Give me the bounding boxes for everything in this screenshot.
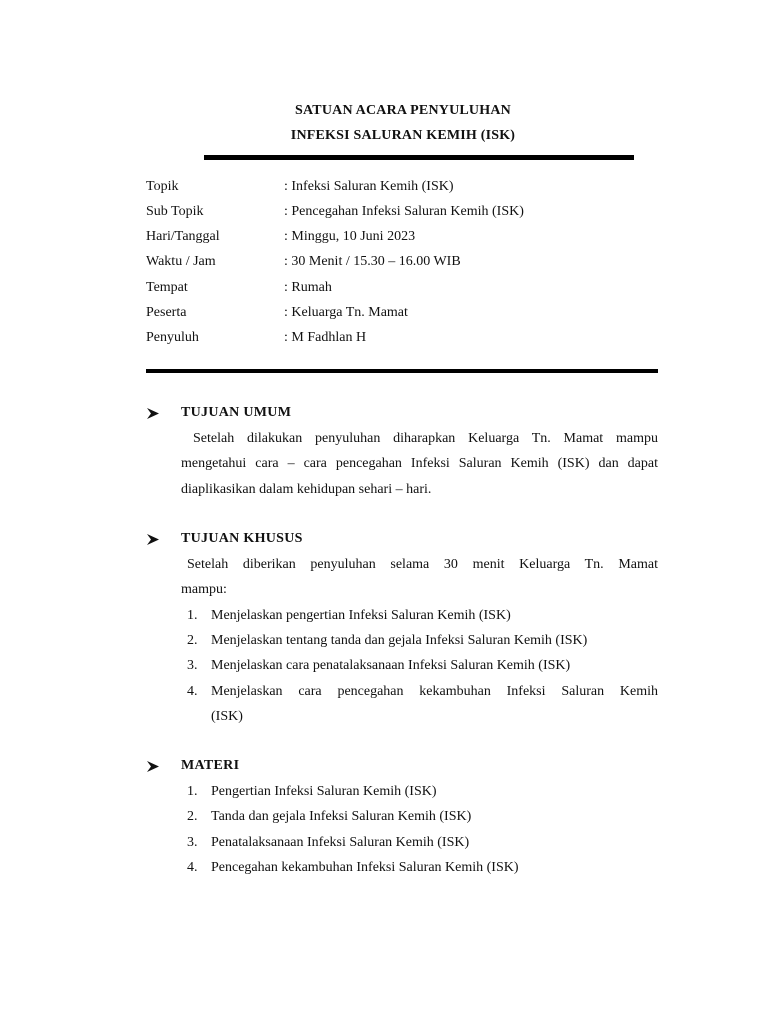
list-number: 2.: [187, 809, 198, 824]
list-text: [211, 679, 658, 730]
info-value: : M Fadhlan H: [284, 330, 367, 345]
paragraph-line: mampu:: [181, 582, 227, 598]
list-number: 4.: [187, 860, 198, 875]
list-number: 4.: [187, 684, 198, 699]
info-divider: [146, 369, 658, 373]
info-value: : Infeksi Saluran Kemih (ISK): [284, 179, 454, 194]
list-number: 1.: [187, 608, 198, 623]
list-number: 3.: [187, 658, 198, 673]
info-label: Penyuluh: [146, 330, 199, 345]
list-text-line: (ISK): [211, 709, 243, 725]
info-value: : Keluarga Tn. Mamat: [284, 305, 408, 320]
paragraph-line: diaplikasikan dalam kehidupan sehari – hari.: [181, 481, 432, 497]
arrowhead-bullet-icon: [146, 529, 160, 549]
list-text-line: Pencegahan kekambuhan Infeksi Saluran Kemih (ISK): [211, 860, 519, 875]
list-text-line: Menjelaskan cara pencegahan kekambuhan Infeksi Saluran Kemih: [211, 684, 658, 699]
paragraph-line: Setelah diberikan penyuluhan selama 30 menit Keluarga Tn. Mamat: [187, 557, 658, 572]
list-text: [211, 779, 658, 804]
list-number: 2.: [187, 633, 198, 648]
list-text-line: Menjelaskan pengertian Infeksi Saluran Kemih (ISK): [211, 608, 511, 623]
tujuan-umum-paragraph: [181, 426, 658, 502]
list-text: [211, 603, 658, 628]
info-value: : Minggu, 10 Juni 2023: [284, 229, 416, 244]
info-label: Topik: [146, 179, 179, 194]
list-text: [211, 804, 658, 829]
list-text-line: Penatalaksanaan Infeksi Saluran Kemih (ISK): [211, 835, 470, 850]
list-number: 1.: [187, 784, 198, 799]
list-text-line: Menjelaskan cara penatalaksanaan Infeksi Saluran Kemih (ISK): [211, 658, 571, 673]
paragraph-line: mengetahui cara – cara pencegahan Infeksi Saluran Kemih (ISK) dan dapat: [181, 456, 658, 472]
list-text: [211, 628, 658, 653]
title-divider: [204, 155, 634, 160]
document-title: SATUAN ACARA PENYULUHAN: [295, 103, 511, 118]
list-text: [211, 653, 658, 678]
info-value: : Rumah: [284, 280, 332, 295]
arrowhead-bullet-icon: [146, 756, 160, 776]
section-heading-text: TUJUAN KHUSUS: [181, 531, 303, 546]
list-text-line: Tanda dan gejala Infeksi Saluran Kemih (ISK): [211, 809, 472, 824]
list-text: [211, 855, 658, 880]
list-number: 3.: [187, 835, 198, 850]
section-heading-text: MATERI: [181, 758, 240, 773]
list-text-line: Menjelaskan tentang tanda dan gejala Infeksi Saluran Kemih (ISK): [211, 633, 588, 648]
section-heading-text: TUJUAN UMUM: [181, 405, 292, 420]
list-text: [211, 830, 658, 855]
info-label: Hari/Tanggal: [146, 229, 220, 244]
tujuan-khusus-intro: [181, 552, 658, 603]
paragraph-line: Setelah dilakukan penyuluhan diharapkan Keluarga Tn. Mamat mampu: [193, 431, 658, 446]
info-label: Waktu / Jam: [146, 254, 216, 269]
document-subtitle: INFEKSI SALURAN KEMIH (ISK): [290, 128, 516, 143]
info-label: Sub Topik: [146, 204, 204, 219]
info-value: : 30 Menit / 15.30 – 16.00 WIB: [284, 254, 461, 269]
info-value: : Pencegahan Infeksi Saluran Kemih (ISK): [284, 204, 524, 219]
info-label: Peserta: [146, 305, 187, 320]
info-label: Tempat: [146, 280, 188, 295]
arrowhead-bullet-icon: [146, 403, 160, 423]
list-text-line: Pengertian Infeksi Saluran Kemih (ISK): [211, 784, 437, 799]
